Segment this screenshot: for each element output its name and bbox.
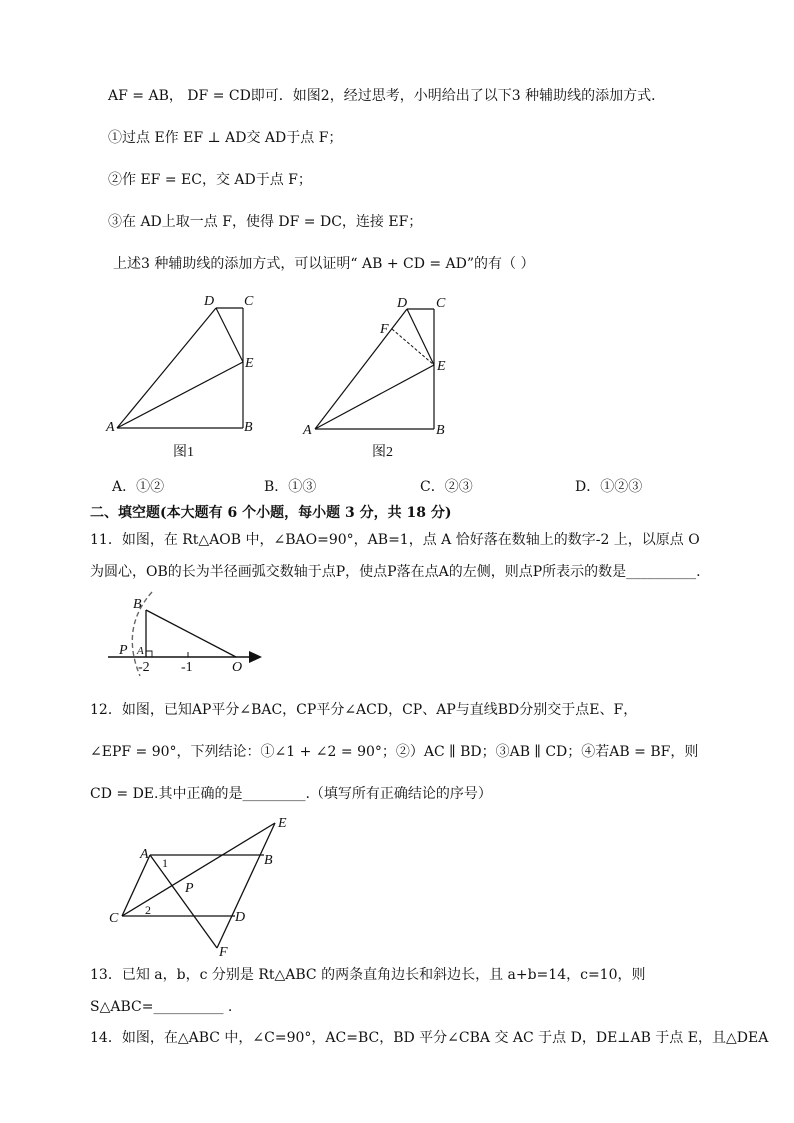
section-title: 二、填空题(本大题有 6 个小题，每小题 3 分，共 18 分) xyxy=(90,505,452,521)
fig1-label-d: D xyxy=(204,294,215,309)
q10-figure1 xyxy=(100,288,280,463)
fig2-label-d: D xyxy=(397,296,408,311)
q12-label-f: F xyxy=(219,945,228,960)
q10-question: 上述3 种辅助线的添加方式，可以证明“ AB + CD = AD”的有（ ） xyxy=(113,256,535,272)
choice-a: A．①② xyxy=(112,479,165,495)
fig2-label-a: A xyxy=(303,423,312,438)
choice-d: D．①②③ xyxy=(575,479,643,495)
fig2-label-f: F xyxy=(380,322,389,337)
choice-b: B．①③ xyxy=(264,479,317,495)
q12-line1: 12．如图，已知AP平分∠BAC，CP平分∠ACD，CP、AP与直线BD分别交于点E、F， xyxy=(90,702,638,718)
q12-label-b: B xyxy=(264,853,273,868)
q12-line3: CD = DE.其中正确的是_________.（填写所有正确结论的序号） xyxy=(90,786,492,802)
fig1-label-e: E xyxy=(245,356,254,371)
q11-tick-minus1: -1 xyxy=(181,660,193,675)
q11-label-p: P xyxy=(119,643,128,658)
q11-tick-minus2: -2 xyxy=(138,660,150,675)
q11-line2: 为圆心，OB的长为半径画弧交数轴于点P，使点P落在点A的左侧，则点P所表示的数是__________. xyxy=(90,564,701,580)
q13-line1: 13．已知 a，b，c 分别是 Rt△ABC 的两条直角边长和斜边长，且 a+b=14，c=10，则 xyxy=(90,967,646,983)
fig1-label-c: C xyxy=(244,294,254,309)
arrow-icon xyxy=(249,651,262,663)
q10-option1: ①过点 E作 EF ⊥ AD交 AD于点 F； xyxy=(108,130,343,146)
q12-label-d: D xyxy=(235,910,246,925)
fig2-caption: 图2 xyxy=(372,445,393,460)
q10-line1: AF = AB， DF = CD即可．如图2，经过思考，小明给出了以下3 种辅助线的添加方式． xyxy=(108,88,666,104)
fig1-label-b: B xyxy=(244,420,253,435)
q12-line2: ∠EPF = 90°，下列结论：①∠1 + ∠2 = 90°；②）AC ∥ BD；③AB ∥ CD；④若AB = BF，则 xyxy=(90,744,699,760)
fig2-label-b: B xyxy=(436,423,445,438)
fig1-caption: 图1 xyxy=(173,445,194,460)
q10-figure2 xyxy=(295,288,475,463)
q12-angle-1: 1 xyxy=(162,856,168,870)
q14-line1: 14．如图，在△ABC 中，∠C=90°，AC=BC，BD 平分∠CBA 交 AC 于点 D，DE⊥AB 于点 E，且△DEA xyxy=(90,1030,769,1046)
choice-c: C．②③ xyxy=(420,479,473,495)
q11-label-o: O xyxy=(232,660,243,675)
q11-line1: 11．如图，在 Rt△AOB 中，∠BAO=90°，AB=1，点 A 恰好落在数轴上的数字-2 上，以原点 O xyxy=(90,532,700,548)
q11-label-b: B xyxy=(133,597,142,612)
q11-label-a: A xyxy=(137,645,144,657)
q12-label-p: P xyxy=(185,881,194,896)
q10-option2: ②作 EF = EC，交 AD于点 F； xyxy=(108,172,312,188)
q12-figure xyxy=(100,810,300,962)
q12-label-e: E xyxy=(278,816,287,831)
q10-option3: ③在 AD上取一点 F，使得 DF = DC，连接 EF； xyxy=(108,214,423,230)
q12-angle-2: 2 xyxy=(145,903,151,917)
fig2-label-c: C xyxy=(436,296,446,311)
fig2-label-e: E xyxy=(437,359,446,374)
q12-label-a: A xyxy=(140,847,149,862)
q11-figure xyxy=(100,588,270,678)
q13-line2: S△ABC=__________ . xyxy=(90,999,233,1015)
q12-label-c: C xyxy=(109,911,119,926)
fig1-label-a: A xyxy=(106,420,115,435)
